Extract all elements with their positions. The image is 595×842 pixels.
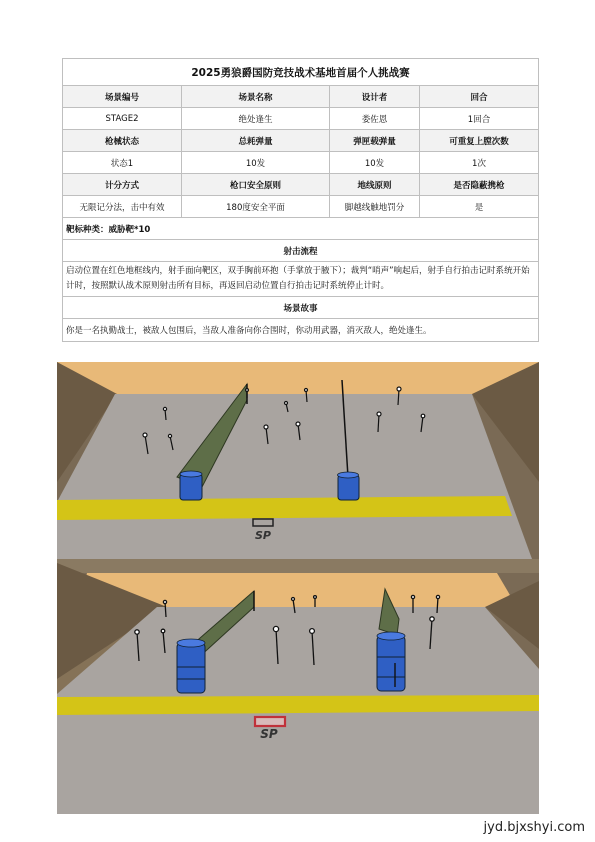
value-total-rounds: 10发 bbox=[182, 152, 330, 173]
stage-render-overview bbox=[57, 362, 539, 559]
value-magazine-capacity: 10发 bbox=[330, 152, 420, 173]
start-box-label: SP bbox=[260, 727, 278, 741]
header-reload-count: 可重复上膛次数 bbox=[449, 136, 509, 147]
value-muzzle-safety: 180度安全平面 bbox=[182, 196, 330, 217]
value-gun-status: 状态1 bbox=[63, 152, 182, 173]
back-wall bbox=[57, 362, 539, 394]
value-stage-name: 绝处逢生 bbox=[182, 108, 330, 129]
header-gun-status: 枪械状态 bbox=[63, 130, 182, 151]
value-rounds: 1回合 bbox=[467, 114, 491, 125]
value-scoring: 无限记分法，击中有效 bbox=[63, 196, 182, 217]
barrel-right bbox=[377, 632, 405, 691]
header-fault-line: 地线原则 bbox=[330, 174, 420, 195]
stage-render-closeup bbox=[57, 559, 539, 814]
start-box-label: SP bbox=[255, 529, 271, 542]
header-rounds: 回合 bbox=[470, 92, 488, 103]
value-designer: 娄佐恩 bbox=[330, 108, 420, 129]
footer-url: jyd.bjxshyi.com bbox=[483, 820, 585, 835]
header-stage-name: 场景名称 bbox=[182, 86, 330, 107]
range-floor bbox=[57, 394, 532, 559]
target-types: 靶标种类：威胁靶*10 bbox=[66, 224, 151, 235]
header-designer: 设计者 bbox=[330, 86, 420, 107]
stage-info-table bbox=[62, 58, 539, 342]
barrel-right bbox=[338, 472, 360, 500]
header-concealed-carry: 是否隐蔽携枪 bbox=[453, 180, 505, 191]
barrel-left bbox=[180, 471, 202, 500]
value-fault-line: 脚越线触地罚分 bbox=[330, 196, 420, 217]
header-stage-number: 场景编号 bbox=[63, 86, 182, 107]
document-title: 2025勇狼爵国防竞技战术基地首届个人挑战赛 bbox=[191, 66, 410, 79]
flow-title: 射击流程 bbox=[283, 246, 318, 257]
flow-text: 启动位置在红色地框线内，射手面向靶区，双手胸前环抱（手掌放于腋下）；裁判“哨声”响起后，射手自行拍击记时系统开始计时，按照默认战术原则射击所有目标，再返回启动位置自行拍击记时系统停止计时。 bbox=[66, 266, 530, 291]
header-total-rounds: 总耗弹量 bbox=[182, 130, 330, 151]
story-title: 场景故事 bbox=[283, 303, 318, 314]
story-text: 你是一名执勤战士，被敌人包围后，当敌人准备向你合围时，你动用武器，消灭敌人，绝处逢生。 bbox=[66, 326, 432, 336]
value-stage-number: STAGE2 bbox=[63, 108, 182, 129]
header-magazine-capacity: 弹匣载弹量 bbox=[330, 130, 420, 151]
barrel-left bbox=[177, 639, 205, 693]
header-muzzle-safety: 枪口安全原则 bbox=[182, 174, 330, 195]
header-scoring: 计分方式 bbox=[63, 174, 182, 195]
value-reload-count: 1次 bbox=[472, 158, 486, 169]
value-concealed-carry: 是 bbox=[474, 202, 484, 213]
yellow-fault-line bbox=[57, 496, 512, 520]
